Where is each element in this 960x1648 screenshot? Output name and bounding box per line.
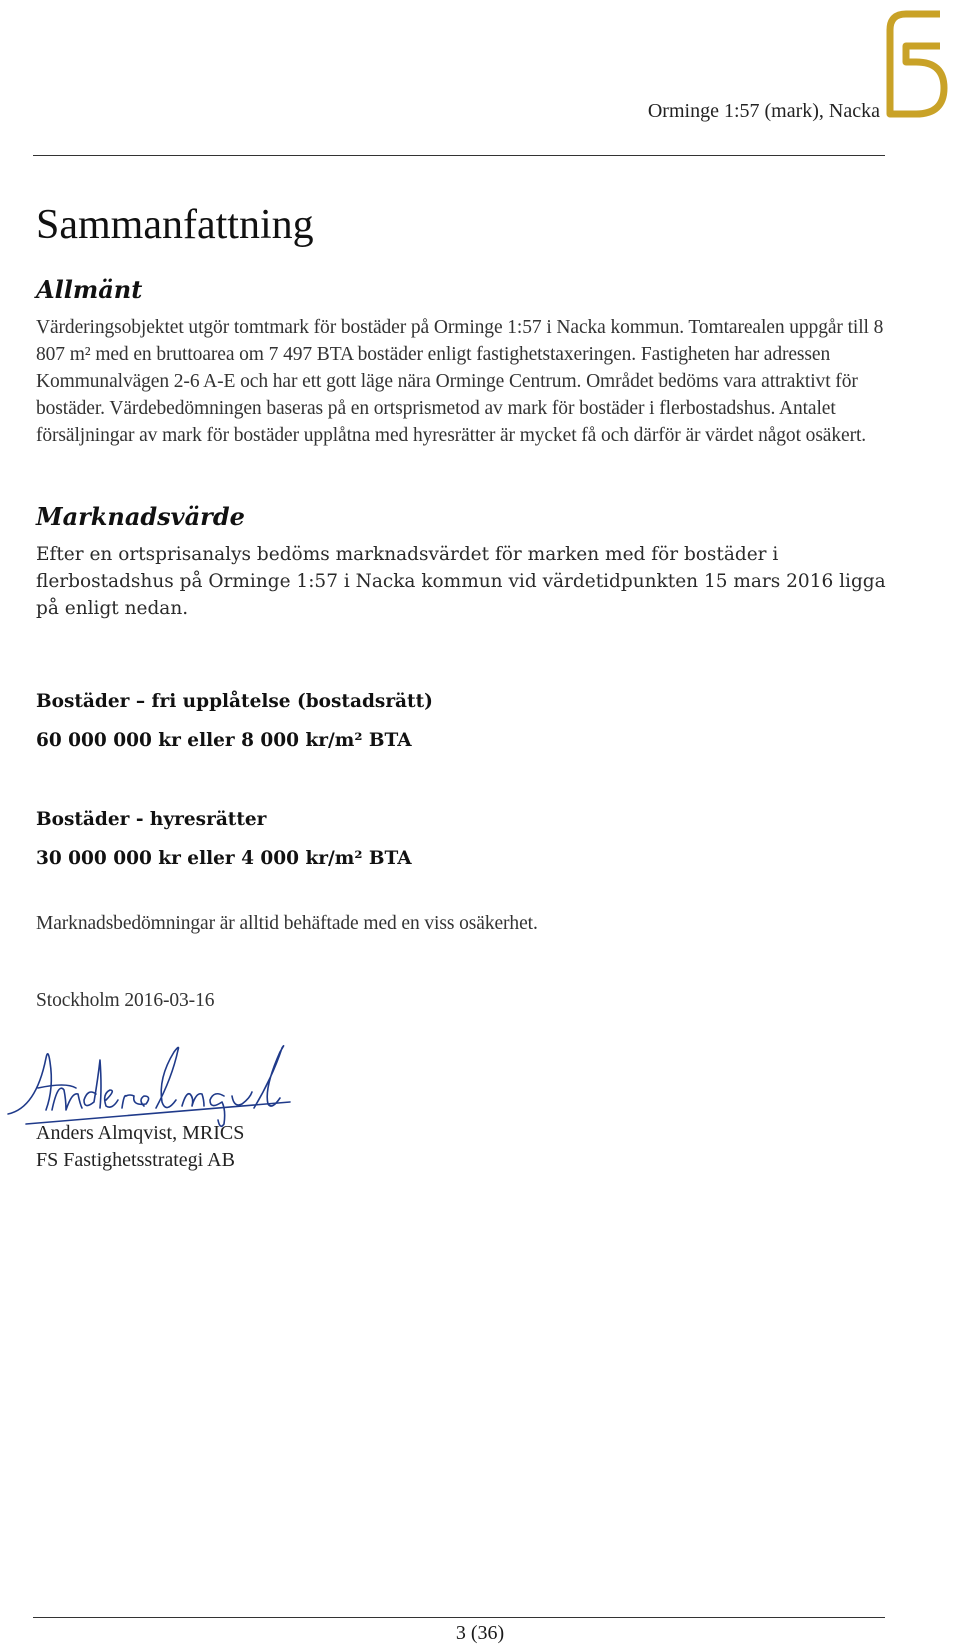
document-body: [36, 198, 886, 1014]
disclaimer-text: Marknadsbedömningar är alltid behäftade med en viss osäkerhet.: [36, 913, 538, 934]
section-body-marknadsvarde: Efter en ortsprisanalys bedöms marknadsvärdet för marken med för bostäder i flerbostadshus på Orminge 1:57 i Nacka kommun vid värdetidpunkten 15 mars 2016 ligga på enligt nedan.: [36, 544, 886, 619]
page-number: 3 (36): [455, 1622, 505, 1644]
place-date: Stockholm 2016-03-16: [36, 990, 215, 1011]
section-heading-allmant: Allmänt: [36, 275, 143, 304]
signatory-block: [36, 1120, 244, 1174]
signatory-name: Anders Almqvist, MRICS: [36, 1122, 245, 1144]
header-divider: [33, 155, 885, 156]
signatory-company: FS Fastighetsstrategi AB: [36, 1149, 235, 1171]
valuation-label-hyresratter: Bostäder - hyresrätter: [36, 809, 267, 830]
header-title: Orminge 1:57 (mark), Nacka: [647, 100, 880, 122]
page-title: Sammanfattning: [36, 202, 314, 248]
company-logo-icon: [882, 6, 952, 124]
section-body-allmant: Värderingsobjektet utgör tomtmark för bostäder på Orminge 1:57 i Nacka kommun. Tomtarealen uppgår till 8 807 m² med en bruttoarea om 7 497 BTA bostäder enligt fastighetstaxeringen. Fastigheten har adressen Kommunalvägen 2-6 A-E och har ett gott läge nära Orminge Centrum. Området bedöms vara attraktivt för bostäder. Värdebedömningen baseras på en ortsprismetod av mark för bostäder i flerbostadshus. Antalet försäljningar av mark för bostäder upplåtna med hyresrätter är mycket få och därför är värdet något osäkert.: [36, 317, 884, 446]
valuation-label-bostadsratt: Bostäder – fri upplåtelse (bostadsrätt): [36, 691, 433, 712]
signature-image: [6, 1038, 296, 1128]
section-heading-marknadsvarde: Marknadsvärde: [36, 502, 245, 531]
footer-divider: [33, 1617, 885, 1618]
valuation-value-bostadsratt: 60 000 000 kr eller 8 000 kr/m² BTA: [36, 730, 412, 751]
valuation-value-hyresratter: 30 000 000 kr eller 4 000 kr/m² BTA: [36, 848, 412, 869]
